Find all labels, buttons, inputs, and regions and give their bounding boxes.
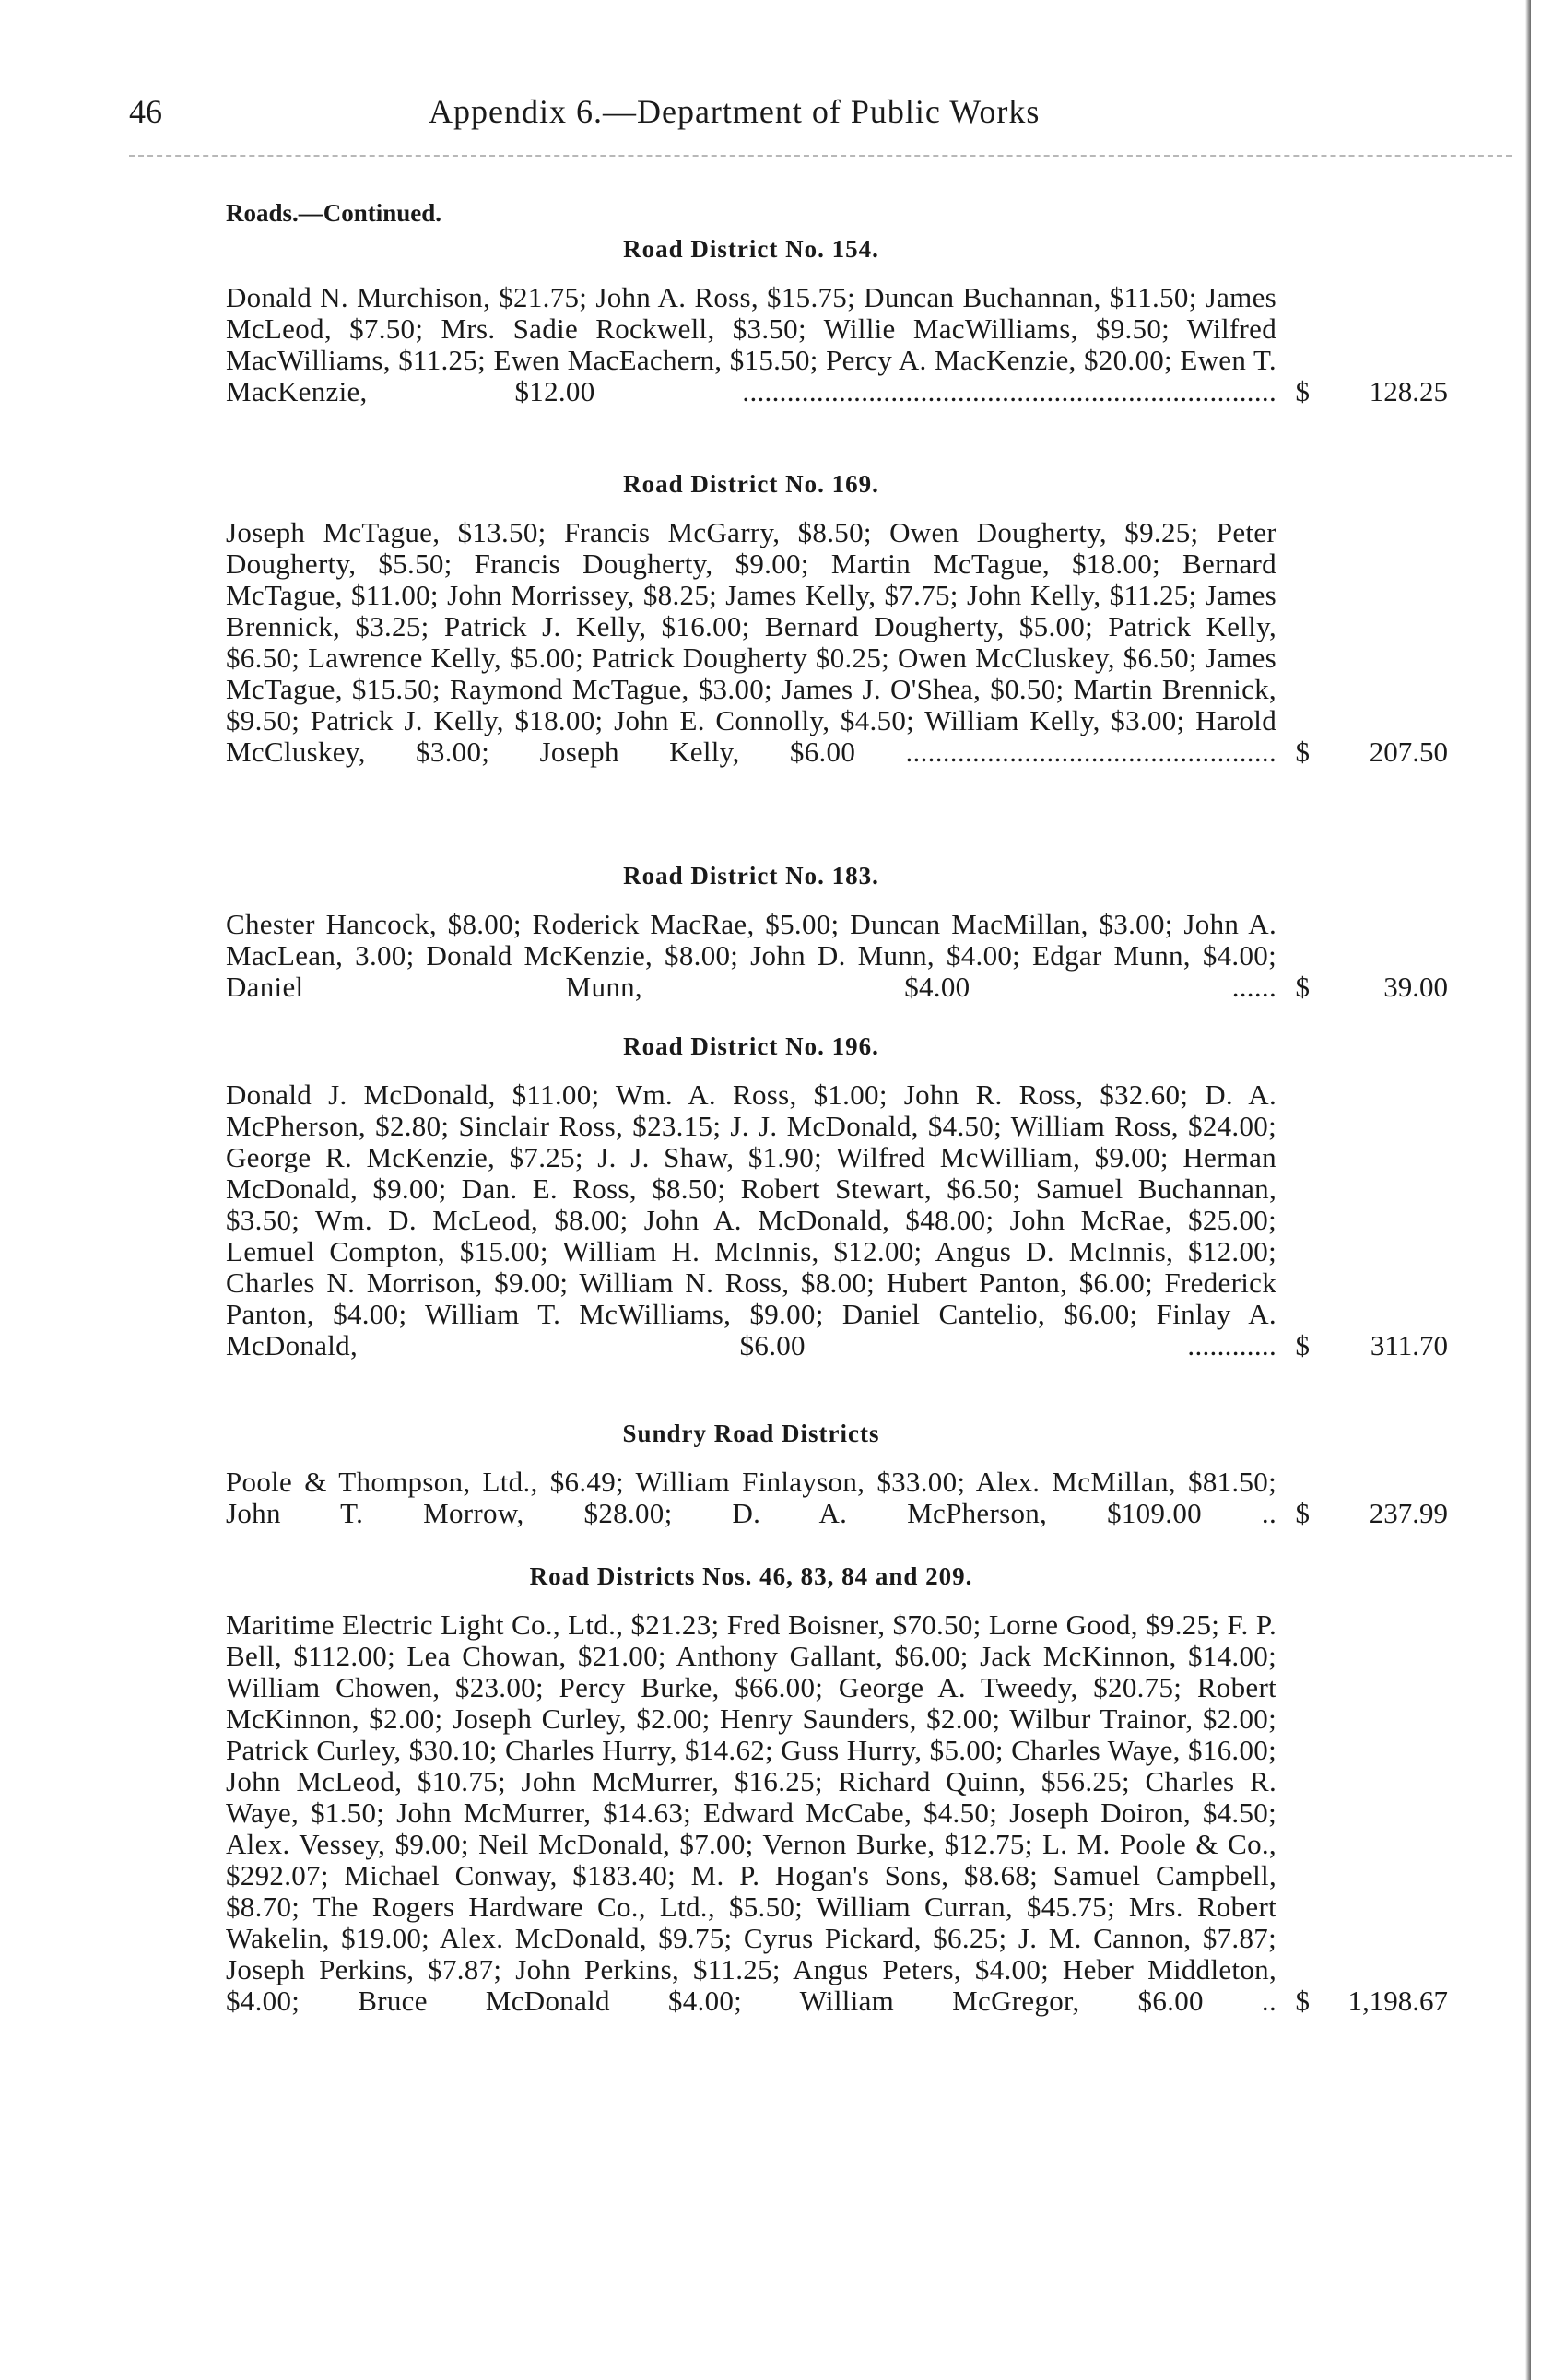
district-payees-text: Joseph McTague, $13.50; Francis McGarry, $8.50; Owen Dougherty, $9.25; Peter Dougherty, $5.50; Francis Dougherty, $9.00; Martin McTague, $18.00; Bernard McTague, $11.00; John Morrissey, $8.25; James Kelly, $7.75; John Kelly, $11.25; James Brennick, $3.25; Patrick J. Kelly, $16.00; Bernard Dougherty, $5.00; Patrick Kelly, $6.50; Lawrence Kelly, $5.00; Patrick Dougherty $0.25; Owen McCluskey, $6.50; James McTague, $15.50; Raymond McTague, $3.00; James J. O'Shea, $0.50; Martin Brennick, $9.50; Patrick J. Kelly, $18.00; John E. Connolly, $4.50; William Kelly, $3.00; Harold McCluskey, $3.00; Joseph Kelly, $6.00 ..................................................	[226, 516, 1276, 768]
district-154-section	[226, 235, 1452, 407]
district-183-section	[226, 862, 1452, 1003]
district-title: Road District No. 154.	[623, 235, 879, 263]
district-169-section	[226, 470, 1452, 768]
dollar-sign: $	[1295, 1985, 1310, 2017]
district-total: 311.70	[1370, 1329, 1448, 1361]
district-entry	[226, 1467, 1452, 1529]
district-payees-text: Donald N. Murchison, $21.75; John A. Ross, $15.75; Duncan Buchannan, $11.50; James McLeod, $7.50; Mrs. Sadie Rockwell, $3.50; Willie MacWilliams, $9.50; Wilfred MacWilliams, $11.25; Ewen MacEachern, $15.50; Percy A. MacKenzie, $20.00; Ewen T. MacKenzie, $12.00 ........................................................................	[226, 281, 1276, 407]
district-title: Road District No. 183.	[623, 862, 879, 890]
district-entry	[226, 909, 1452, 1003]
district-entry	[226, 517, 1452, 768]
dollar-sign: $	[1295, 375, 1310, 407]
district-payees-text: Chester Hancock, $8.00; Roderick MacRae, $5.00; Duncan MacMillan, $3.00; John A. MacLean, 3.00; Donald McKenzie, $8.00; John D. Munn, $4.00; Edgar Munn, $4.00; Daniel Munn, $4.00 ......	[226, 908, 1276, 1003]
district-total: 39.00	[1383, 971, 1448, 1003]
district-title: Road District No. 169.	[623, 470, 879, 498]
district-total: 237.99	[1369, 1497, 1448, 1529]
dollar-sign: $	[1295, 1497, 1310, 1529]
page-number: 46	[129, 93, 162, 130]
dollar-sign: $	[1295, 736, 1310, 768]
district-entry	[226, 282, 1452, 407]
sundry-road-districts-section	[226, 1420, 1452, 1529]
page-edge-shadow	[1525, 0, 1531, 2380]
district-total: 1,198.67	[1347, 1985, 1448, 2017]
districts-46-83-84-209-section	[226, 1562, 1452, 2017]
district-payees-text: Poole & Thompson, Ltd., $6.49; William Finlayson, $33.00; Alex. McMillan, $81.50; John T. Morrow, $28.00; D. A. McPherson, $109.00 ..	[226, 1466, 1276, 1529]
dollar-sign: $	[1295, 1329, 1310, 1361]
district-total: 128.25	[1369, 375, 1448, 407]
district-entry	[226, 1079, 1452, 1361]
district-payees-text: Donald J. McDonald, $11.00; Wm. A. Ross, $1.00; John R. Ross, $32.60; D. A. McPherson, $2.80; Sinclair Ross, $23.15; J. J. McDonald, $4.50; William Ross, $24.00; George R. McKenzie, $7.25; J. J. Shaw, $1.90; Wilfred McWilliam, $9.00; Herman McDonald, $9.00; Dan. E. Ross, $8.50; Robert Stewart, $6.50; Samuel Buchannan, $3.50; Wm. D. McLeod, $8.00; John A. McDonald, $48.00; John McRae, $25.00; Lemuel Compton, $15.00; William H. McInnis, $12.00; Angus D. McInnis, $12.00; Charles N. Morrison, $9.00; William N. Ross, $8.00; Hubert Panton, $6.00; Frederick Panton, $4.00; William T. McWilliams, $9.00; Daniel Cantelio, $6.00; Finlay A. McDonald, $6.00 ............	[226, 1078, 1276, 1361]
header-rule	[129, 155, 1512, 157]
running-title: Appendix 6.—Department of Public Works	[429, 93, 1041, 130]
section-continued-heading: Roads.—Continued.	[226, 199, 442, 227]
district-title: Sundry Road Districts	[622, 1420, 880, 1447]
district-payees-text: Maritime Electric Light Co., Ltd., $21.23; Fred Boisner, $70.50; Lorne Good, $9.25; F. P. Bell, $112.00; Lea Chowan, $21.00; Anthony Gallant, $6.00; Jack McKinnon, $14.00; William Chowen, $23.00; Percy Burke, $66.00; George A. Tweedy, $20.75; Robert McKinnon, $2.00; Joseph Curley, $2.00; Henry Saunders, $2.00; Wilbur Trainor, $2.00; Patrick Curley, $30.10; Charles Hurry, $14.62; Guss Hurry, $5.00; Charles Waye, $16.00; John McLeod, $10.75; John McMurrer, $16.25; Richard Quinn, $56.25; Charles R. Waye, $1.50; John McMurrer, $14.63; Edward McCabe, $4.50; Joseph Doiron, $4.50; Alex. Vessey, $9.00; Neil McDonald, $7.00; Vernon Burke, $12.75; L. M. Poole & Co., $292.07; Michael Conway, $183.40; M. P. Hogan's Sons, $8.68; Samuel Campbell, $8.70; The Rogers Hardware Co., Ltd., $5.50; William Curran, $45.75; Mrs. Robert Wakelin, $19.00; Alex. McDonald, $9.75; Cyrus Pickard, $6.25; J. M. Cannon, $7.87; Joseph Perkins, $7.87; John Perkins, $11.25; Angus Peters, $4.00; Heber Middleton, $4.00; Bruce McDonald $4.00; William McGregor, $6.00 ..	[226, 1608, 1276, 2017]
district-total: 207.50	[1369, 736, 1448, 768]
district-196-section	[226, 1032, 1452, 1361]
page-header	[129, 92, 1263, 147]
district-title: Road District No. 196.	[623, 1032, 879, 1060]
district-title: Road Districts Nos. 46, 83, 84 and 209.	[529, 1562, 973, 1590]
district-entry	[226, 1609, 1452, 2017]
dollar-sign: $	[1295, 971, 1310, 1003]
